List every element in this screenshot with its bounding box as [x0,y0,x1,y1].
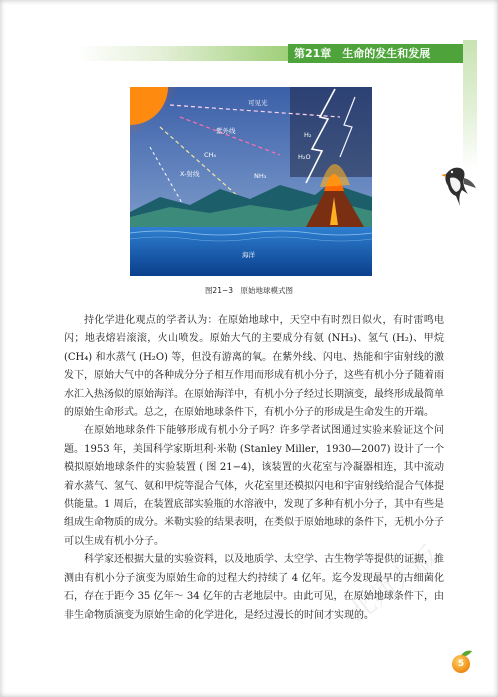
label-h2: H₂ [304,131,312,139]
header-gradient-bar [78,46,288,61]
paragraph-1: 持化学进化观点的学者认为：在原始地球中，天空中有时烈日似火，有时雷鸣电闪；地表熔岩滚滚，火山喷发。原始大气的主要成分有氨 (NH₃)、氢气 (H₂)、甲烷 (CH₄) 和水蒸气 (H₂O) 等，但没有游离的氧。在紫外线、闪电、热能和宇宙射线的激发下，原始大气中的各种成分分子相互作用而形成有机小分子，这些有机小分子随着雨水汇入热汤似的原始海洋。在原始海洋中，有机小分子经过长期演变，最终形成最简单的原始生命形式。总之，在原始地球条件下，有机小分子的形成是生命发生的开端。 [64,315,444,419]
figure-caption: 图21−3 原始地球模式图 [204,286,294,295]
label-ocean: 海洋 [242,251,255,259]
label-nh3: NH₃ [254,172,267,180]
label-ultraviolet: 紫外线 [216,127,236,135]
earth-scene [130,87,372,276]
label-ch4: CH₄ [204,151,217,159]
primitive-earth-illustration [130,87,372,276]
watermark: 北师大版 [343,540,445,629]
label-h2o: H₂O [298,153,311,161]
side-tab [463,40,477,170]
chapter-title: 第21章 生命的发生和发展 [288,44,464,63]
page-number: 5 [452,655,470,673]
paragraph-3: 科学家还根据大量的实验资料，以及地质学、太空学、古生物学等提供的证据，推测由有机小分子演变为原始生命的过程大约持续了 4 亿年。迄今发现最早的古细菌化石，存在于距今 35 亿年～ 34 亿年的古老地层中。由此可见，在原始地球条件下，由非生命物质演变为原始生命的化学进化，是经过漫长的时间才实现的。 [64,554,444,621]
label-xray: X-射线 [180,170,200,178]
bird-icon [440,160,480,210]
paragraph-2: 在原始地球条件下能够形成有机小分子吗？许多学者试图通过实验来验证这个问题。1953 年，美国科学家斯坦利·米勒 (Stanley Miller，1930—2007) 设计了一个模拟原始地球条件的实验装置 ( 图 21−4)，该装置的火花室与冷凝器相连，其中流动着水蒸气、氢气、氨和甲烷等混合气体，火花室里还模拟闪电和宇宙射线给混合气体提供能量。1 周后，在装置底部实验瓶的水溶液中，发现了多种有机小分子，其中有些是组成生命物质的成分。米勒实验的结果表明，在类似于原始地球的条件下，无机小分子可以生成有机小分子。 [64,425,444,547]
page-number-badge [446,649,476,677]
label-visible-light: 可见光 [248,99,268,107]
